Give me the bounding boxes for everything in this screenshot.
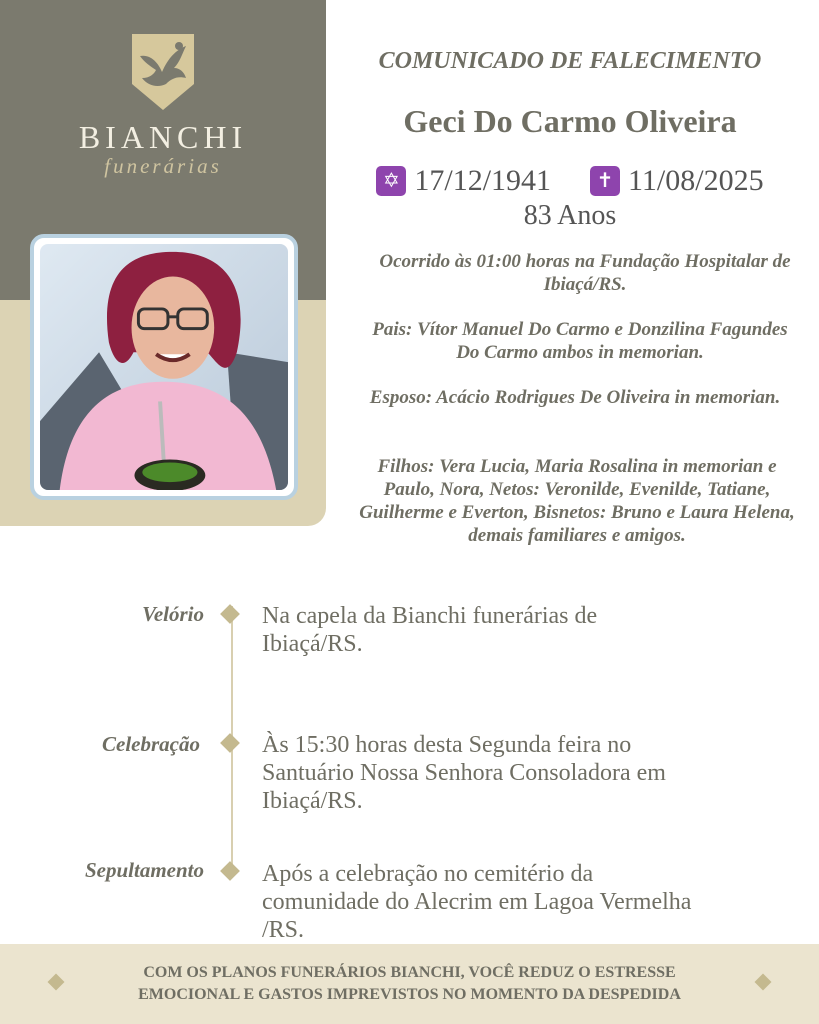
occurred-text: Ocorrido às 01:00 horas na Fundação Hospitalar de Ibiaçá/RS. xyxy=(379,251,791,295)
brand-logo xyxy=(0,32,326,179)
footer-line-2: EMOCIONAL E GASTOS IMPREVISTOS NO MOMENTO DA DESPEDIDA xyxy=(138,986,681,1003)
schedule-text-celebracao: Às 15:30 horas desta Segunda feira no Santuário Nossa Senhora Consoladora em Ibiaçá/RS. xyxy=(262,732,666,814)
schedule-label-sepultamento: Sepultamento xyxy=(84,858,204,882)
portrait-photo xyxy=(40,244,288,490)
footer-line-1: COM OS PLANOS FUNERÁRIOS BIANCHI, VOCÊ REDUZ O ESTRESSE xyxy=(143,964,676,981)
brand-name: BIANCHI xyxy=(78,119,248,155)
children-text: Filhos: Vera Lucia, Maria Rosalina in memorian e Paulo, Nora, Netos: Veronilde, Evenilde, Tatiane, Guilherme e Everton, Bisnetos: Bruno e Laura Helena, demais familiares e amigos. xyxy=(359,456,795,546)
brand-subtitle: funerárias xyxy=(104,154,222,178)
timeline-marker xyxy=(220,733,240,753)
schedule-text-sepultamento: Após a celebração no cemitério da comunidade do Alecrim em Lagoa Vermelha /RS. xyxy=(262,861,692,943)
dove-shield-icon xyxy=(128,32,198,112)
footer-text xyxy=(80,962,739,1006)
birth-date: 17/12/1941 xyxy=(414,164,552,197)
dates-row xyxy=(340,164,800,198)
spouse-text: Esposo: Acácio Rodrigues De Oliveira in memorian. xyxy=(369,387,781,408)
portrait-frame xyxy=(30,234,298,500)
schedule-text-velorio: Na capela da Bianchi funerárias de Ibiaçá/RS. xyxy=(262,603,598,657)
deceased-name: Geci Do Carmo Oliveira xyxy=(403,103,737,139)
timeline-marker xyxy=(220,861,240,881)
death-date: 11/08/2025 xyxy=(628,164,764,197)
timeline-marker xyxy=(220,604,240,624)
star-of-david-icon: ✡ xyxy=(376,166,406,196)
parents-text: Pais: Vítor Manuel Do Carmo e Donzilina Fagundes Do Carmo ambos in memorian. xyxy=(372,319,788,363)
age: 83 Anos xyxy=(523,200,617,231)
notice-heading: COMUNICADO DE FALECIMENTO xyxy=(378,48,762,74)
footer-banner xyxy=(0,944,819,1024)
schedule-label-celebracao: Celebração xyxy=(102,732,200,756)
latin-cross-icon: ✝ xyxy=(590,166,620,196)
schedule-label-velorio: Velório xyxy=(142,602,204,626)
